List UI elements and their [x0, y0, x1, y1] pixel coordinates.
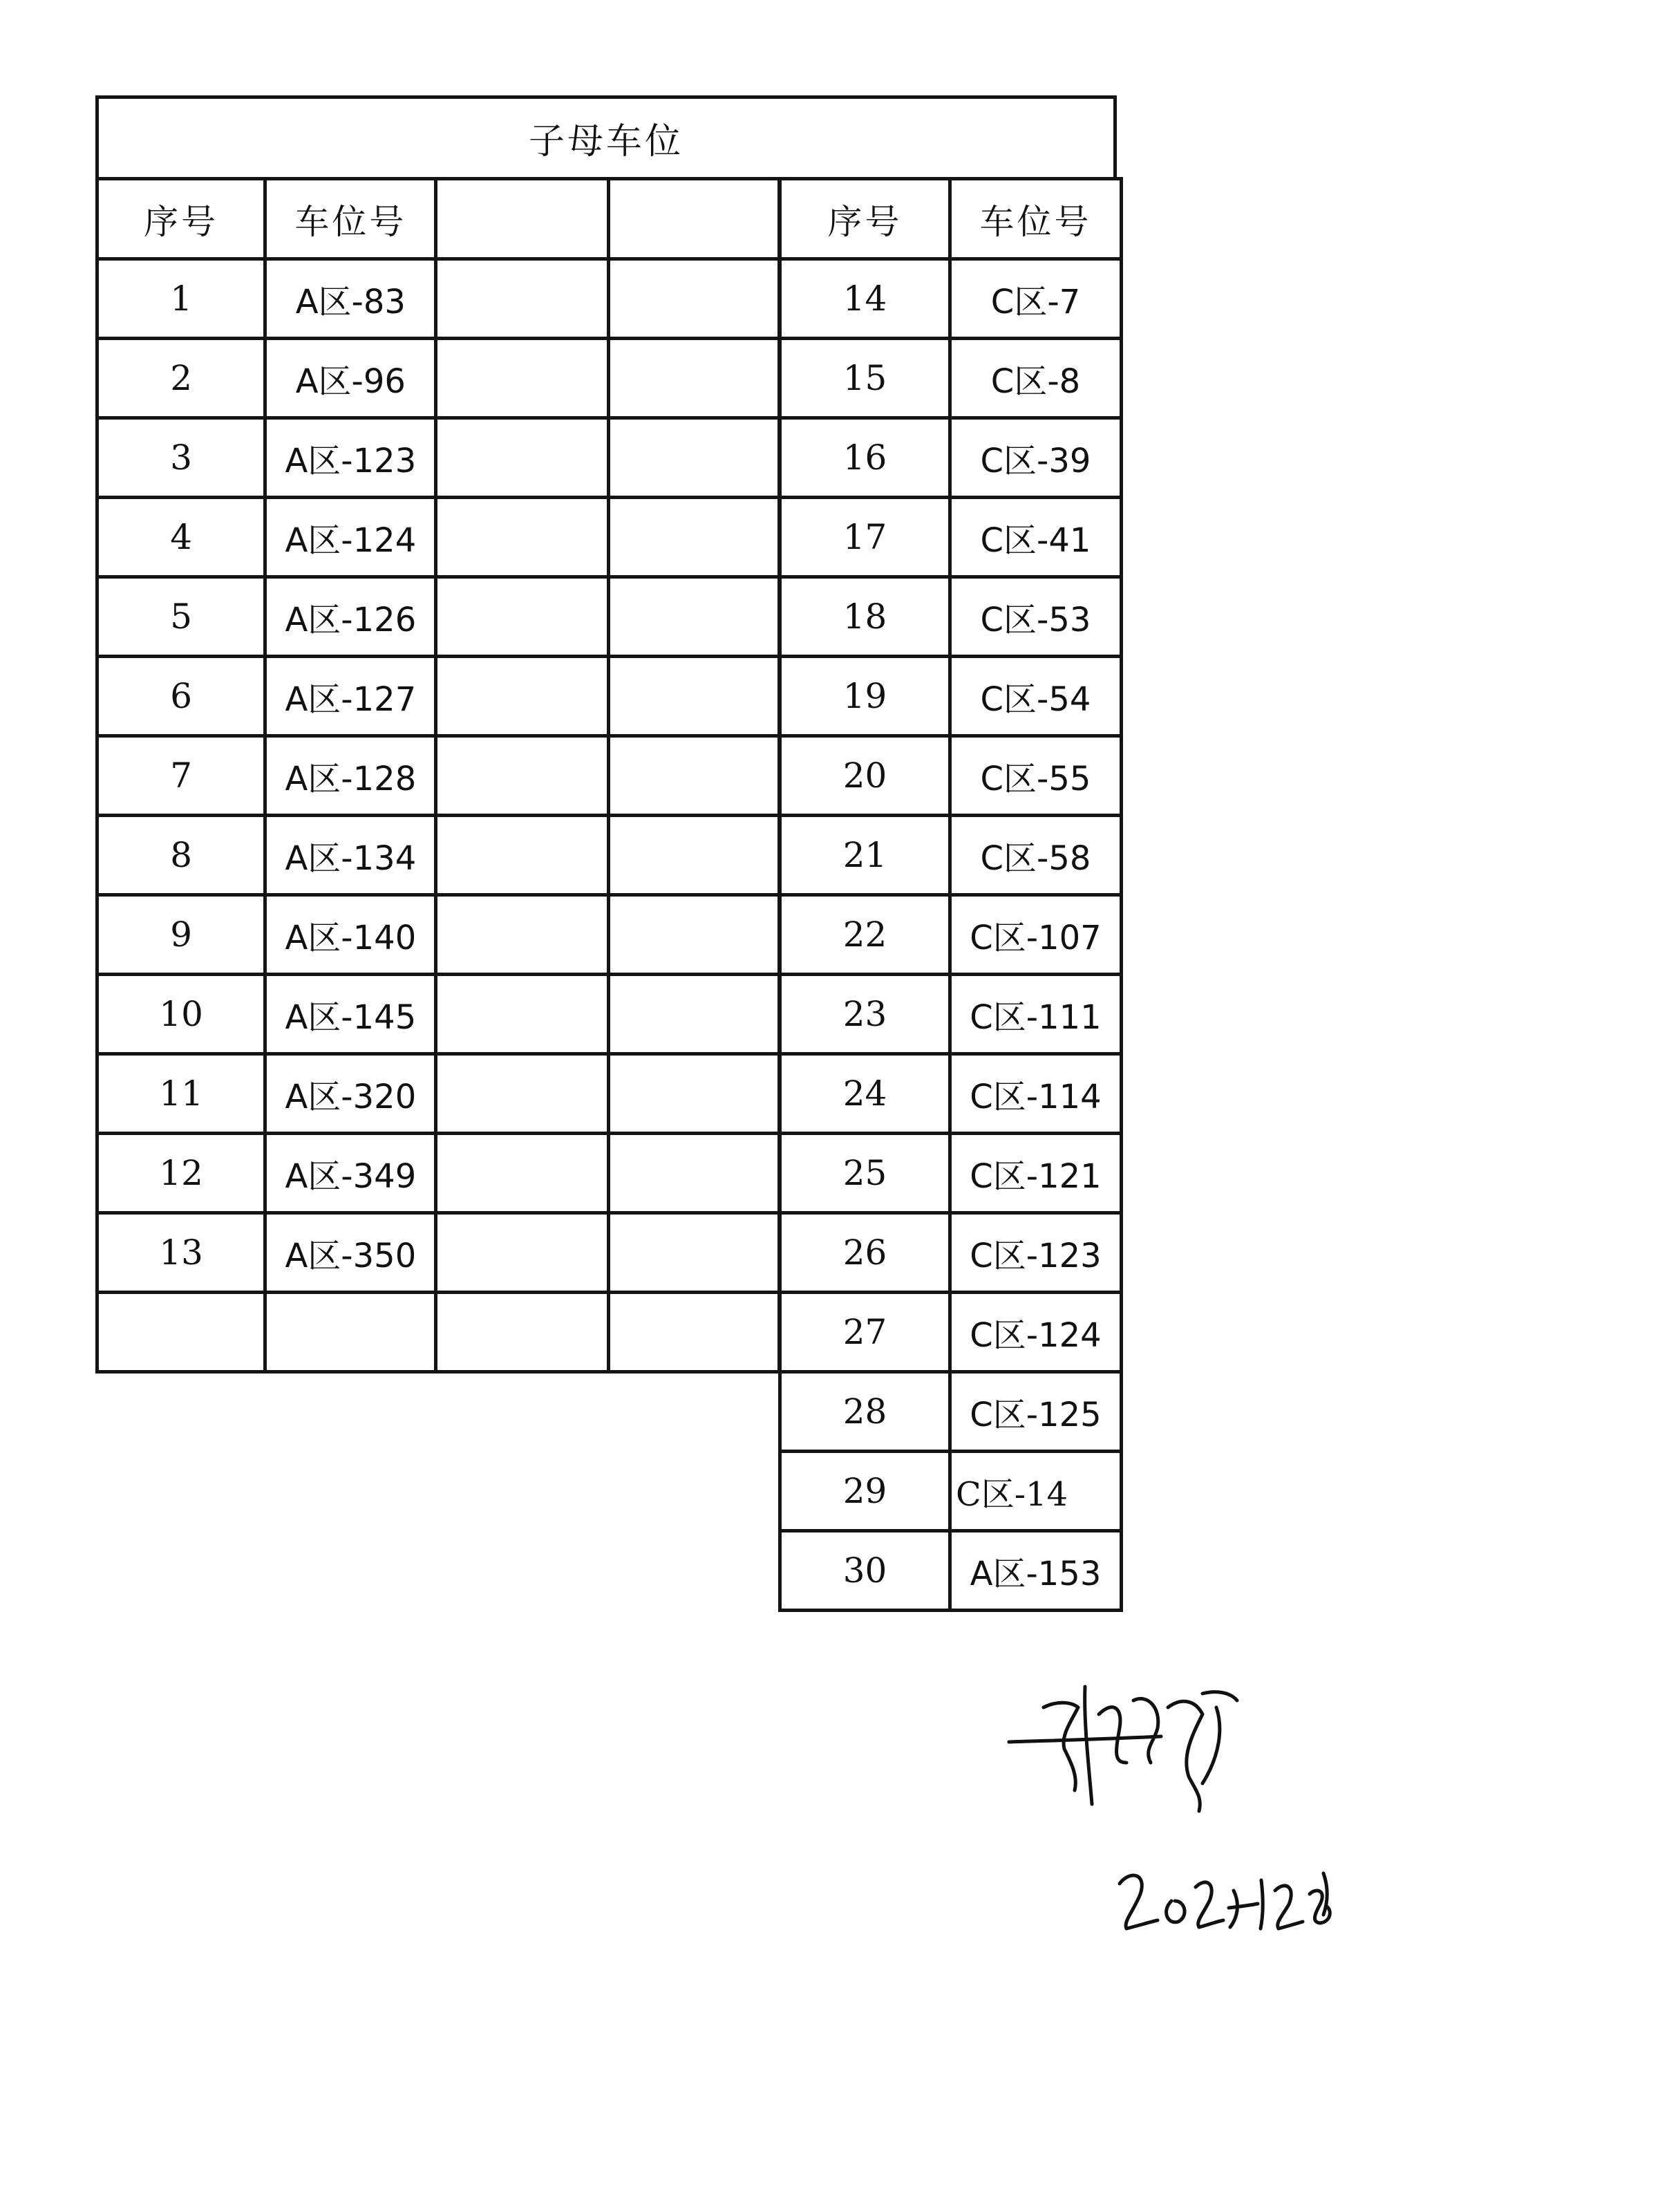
empty-cell	[436, 1213, 608, 1293]
seq-cell: 29	[780, 1452, 950, 1531]
empty-cell	[436, 736, 608, 816]
empty-cell	[608, 1293, 779, 1372]
empty-cell	[608, 816, 779, 895]
seq-cell: 22	[780, 895, 950, 975]
table-row	[780, 895, 1122, 975]
empty-cell	[608, 895, 779, 975]
spot-cell: C区-41	[950, 498, 1122, 577]
table-row	[97, 418, 780, 498]
empty-cell	[608, 339, 779, 418]
seq-cell: 25	[780, 1134, 950, 1213]
seq-cell: 30	[780, 1531, 950, 1611]
table-row	[97, 339, 780, 418]
header-spot: 车位号	[265, 179, 436, 259]
seq-cell: 16	[780, 418, 950, 498]
table-row	[780, 1293, 1122, 1372]
empty-cell	[436, 1293, 608, 1372]
spot-cell: C区-121	[950, 1134, 1122, 1213]
spot-cell: A区-140	[265, 895, 436, 975]
empty-cell	[608, 657, 779, 736]
table-row	[780, 1134, 1122, 1213]
seq-cell: 21	[780, 816, 950, 895]
seq-cell: 24	[780, 1054, 950, 1134]
empty-cell	[436, 498, 608, 577]
seq-cell: 26	[780, 1213, 950, 1293]
spot-cell: A区-126	[265, 577, 436, 657]
empty-cell	[265, 1293, 436, 1372]
empty-cell	[436, 657, 608, 736]
handwritten-date	[1113, 1853, 1341, 1949]
spot-cell: C区-58	[950, 816, 1122, 895]
table-row	[97, 975, 780, 1054]
spot-cell: C区-54	[950, 657, 1122, 736]
empty-cell	[608, 259, 779, 339]
table-row	[780, 339, 1122, 418]
empty-cell	[97, 1293, 265, 1372]
spot-cell: A区-83	[265, 259, 436, 339]
empty-cell	[608, 418, 779, 498]
seq-cell: 12	[97, 1134, 265, 1213]
empty-cell	[436, 339, 608, 418]
spot-cell: C区-114	[950, 1054, 1122, 1134]
spot-cell: A区-128	[265, 736, 436, 816]
empty-cell	[608, 498, 779, 577]
seq-cell: 8	[97, 816, 265, 895]
empty-cell	[436, 259, 608, 339]
empty-cell	[608, 577, 779, 657]
seq-cell: 19	[780, 657, 950, 736]
seq-cell: 4	[97, 498, 265, 577]
header-seq: 序号	[97, 179, 265, 259]
seq-cell: 2	[97, 339, 265, 418]
table-row-empty	[97, 1293, 780, 1372]
seq-cell: 17	[780, 498, 950, 577]
spot-cell: A区-127	[265, 657, 436, 736]
seq-cell: 18	[780, 577, 950, 657]
handwritten-signature	[995, 1659, 1285, 1825]
empty-cell	[608, 1054, 779, 1134]
seq-cell: 3	[97, 418, 265, 498]
seq-cell: 11	[97, 1054, 265, 1134]
spot-cell: C区-123	[950, 1213, 1122, 1293]
spot-cell: C区-7	[950, 259, 1122, 339]
table-row	[780, 816, 1122, 895]
spot-cell: C区-14	[950, 1452, 1122, 1531]
spot-cell: A区-153	[950, 1531, 1122, 1611]
table-row	[780, 1531, 1122, 1611]
seq-cell: 1	[97, 259, 265, 339]
seq-cell: 5	[97, 577, 265, 657]
spot-cell: C区-125	[950, 1372, 1122, 1452]
empty-cell	[436, 816, 608, 895]
seq-cell: 27	[780, 1293, 950, 1372]
empty-cell	[436, 1054, 608, 1134]
table-row	[97, 657, 780, 736]
table-row	[780, 577, 1122, 657]
spot-cell: A区-96	[265, 339, 436, 418]
seq-cell: 20	[780, 736, 950, 816]
seq-cell: 23	[780, 975, 950, 1054]
table-row	[97, 1134, 780, 1213]
table-row	[780, 259, 1122, 339]
header-blank	[436, 179, 608, 259]
table-row	[97, 736, 780, 816]
seq-cell: 15	[780, 339, 950, 418]
table-row	[97, 816, 780, 895]
spot-cell: A区-123	[265, 418, 436, 498]
seq-cell: 7	[97, 736, 265, 816]
spot-cell: A区-124	[265, 498, 436, 577]
table-row	[97, 1054, 780, 1134]
table-row	[97, 895, 780, 975]
empty-cell	[436, 577, 608, 657]
header-spot: 车位号	[950, 179, 1122, 259]
seq-cell: 6	[97, 657, 265, 736]
spot-cell: C区-111	[950, 975, 1122, 1054]
header-seq: 序号	[780, 179, 950, 259]
seq-cell: 28	[780, 1372, 950, 1452]
spot-cell: A区-349	[265, 1134, 436, 1213]
empty-cell	[436, 895, 608, 975]
table-row	[780, 498, 1122, 577]
right-table	[778, 177, 1123, 1612]
table-row	[97, 259, 780, 339]
empty-cell	[608, 1213, 779, 1293]
table-row	[780, 1054, 1122, 1134]
empty-cell	[436, 1134, 608, 1213]
table-row	[97, 1213, 780, 1293]
table-row	[780, 418, 1122, 498]
table-title: 子母车位	[95, 95, 1117, 177]
spot-cell: A区-145	[265, 975, 436, 1054]
empty-cell	[608, 736, 779, 816]
spot-cell: A区-134	[265, 816, 436, 895]
table-row	[780, 1213, 1122, 1293]
left-table	[95, 177, 781, 1374]
table-row	[780, 1372, 1122, 1452]
seq-cell: 13	[97, 1213, 265, 1293]
seq-cell: 10	[97, 975, 265, 1054]
spot-cell: C区-39	[950, 418, 1122, 498]
spot-cell: C区-53	[950, 577, 1122, 657]
empty-cell	[608, 1134, 779, 1213]
spot-cell: A区-350	[265, 1213, 436, 1293]
table-row	[780, 736, 1122, 816]
table-row	[97, 498, 780, 577]
spot-cell: C区-55	[950, 736, 1122, 816]
table-row	[780, 1452, 1122, 1531]
seq-cell: 9	[97, 895, 265, 975]
spot-cell: C区-8	[950, 339, 1122, 418]
empty-cell	[608, 975, 779, 1054]
table-row	[97, 577, 780, 657]
spot-cell: C区-124	[950, 1293, 1122, 1372]
seq-cell: 14	[780, 259, 950, 339]
header-blank	[608, 179, 779, 259]
empty-cell	[436, 418, 608, 498]
spot-cell: A区-320	[265, 1054, 436, 1134]
empty-cell	[436, 975, 608, 1054]
table-row	[780, 657, 1122, 736]
table-row	[780, 975, 1122, 1054]
spot-cell: C区-107	[950, 895, 1122, 975]
